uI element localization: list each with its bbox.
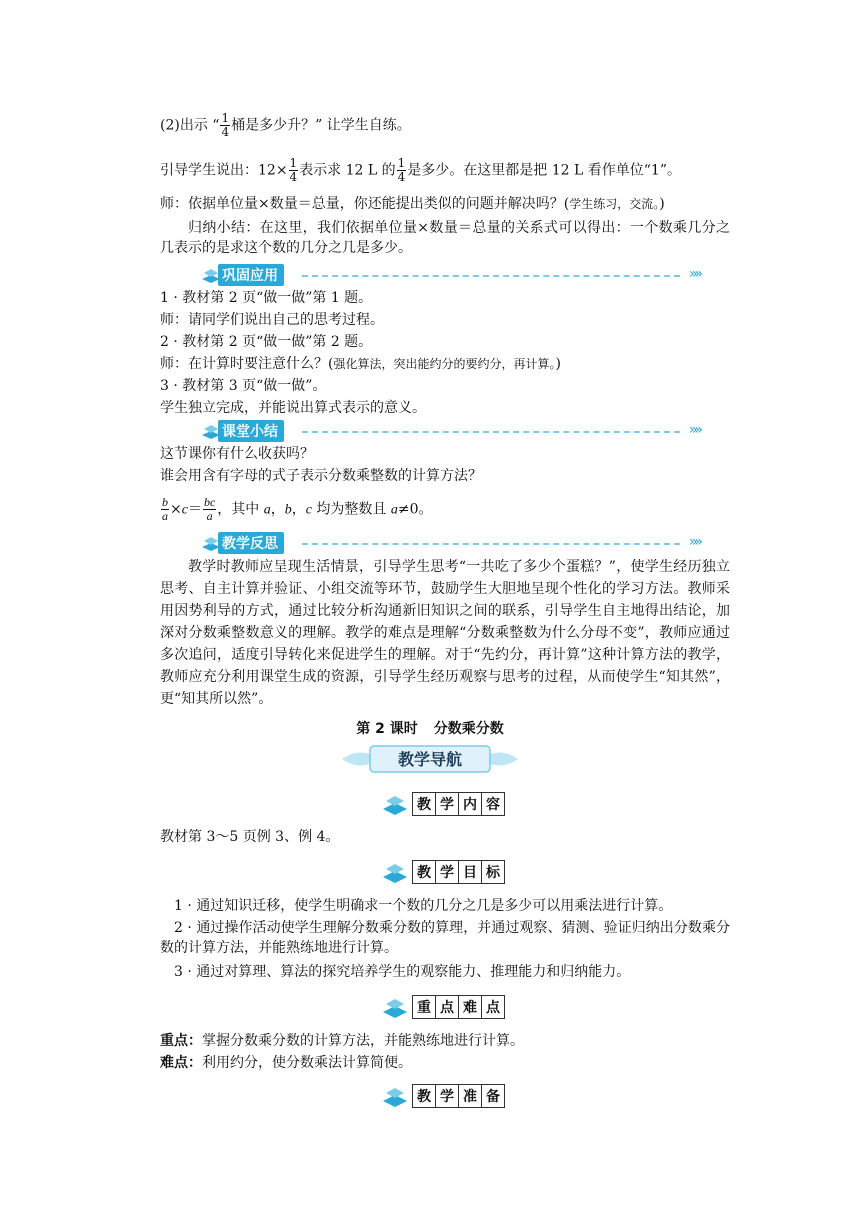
section-title: 巩固应用: [218, 264, 284, 286]
box-char: 容: [482, 793, 504, 815]
practice-2: 师：请同学们说出自己的思考过程。: [160, 312, 384, 328]
denominator: a: [162, 509, 168, 523]
dashed-divider: [302, 275, 680, 277]
box-header-keys: [380, 993, 505, 1021]
text: 掌握分数乘分数的计算方法，并能熟练地进行计算。: [202, 1033, 524, 1049]
text: ，其中: [217, 501, 264, 518]
lesson-name: 分数乘分数: [433, 721, 504, 737]
section-title: 课堂小结: [218, 420, 284, 442]
text: ＝: [187, 501, 202, 518]
section-badge: [200, 264, 284, 286]
section-title: 教学反思: [218, 532, 284, 554]
section-badge: [200, 420, 284, 442]
dashed-divider: [302, 543, 680, 545]
text: ×: [170, 501, 182, 518]
box-cells: [412, 1084, 505, 1108]
text: ): [555, 356, 561, 372]
fraction: [203, 496, 216, 523]
goal-3: 3 · 通过对算理、算法的探究培养学生的观察能力、推理能力和归纳能力。: [174, 964, 631, 980]
text: 表示求 12 L 的: [299, 162, 396, 179]
box-char: 点: [482, 996, 504, 1018]
goal-1: 1 · 通过知识迁移，使学生明确求一个数的几分之几是多少可以用乘法进行计算。: [174, 898, 673, 914]
section-badge: [200, 532, 284, 554]
practice-1: 1 · 教材第 2 页“做一做”第 1 题。: [160, 290, 373, 306]
box-char: 内: [459, 793, 482, 815]
numerator: b: [162, 495, 168, 509]
double-arrow-icon: »»: [688, 422, 700, 438]
difficult-point: [160, 1053, 730, 1073]
text: 师：在计算时要注意什么？(: [160, 356, 334, 372]
box-cells: [412, 860, 505, 884]
section-header-practice: [200, 264, 700, 286]
box-cells: [412, 995, 505, 1019]
box-char: 点: [436, 996, 459, 1018]
practice-3: 2 · 教材第 2 页“做一做”第 2 题。: [160, 334, 373, 350]
paragraph-summary: 归纳小结：在这里，我们依据单位量×数量＝总量的关系式可以得出：一个数乘几分之几表示的是求这个数的几分之几是多少。: [160, 220, 730, 256]
box-header-goals: [380, 858, 505, 886]
text: c: [181, 502, 188, 518]
box-char: 目: [459, 861, 482, 883]
banner-title: 教学导航: [397, 750, 463, 769]
line-teacher-question: [160, 194, 730, 214]
text: 是多少。在这里都是把 12 L 看作单位“1”。: [407, 162, 681, 179]
denominator: a: [206, 509, 213, 523]
goal-2: 2 · 通过操作活动使学生理解分数乘分数的算理，并通过观察、猜测、验证归纳出分数乘分数的计算方法，并能熟练地进行计算。: [160, 920, 730, 956]
line-example-2: [160, 112, 730, 139]
box-header-content: [380, 790, 505, 818]
lesson-title: [0, 718, 860, 738]
text: ): [659, 196, 665, 212]
key-label: 重点：: [160, 1033, 202, 1049]
practice-5: 3 · 教材第 3 页“做一做”。: [160, 378, 327, 394]
dashed-divider: [302, 431, 680, 433]
text: 均为整数且: [311, 501, 391, 518]
note: 强化算法，突出能约分的要约分，再计算。: [333, 357, 556, 371]
reflection-paragraph: 教学时教师应呈现生活情景，引导学生思考“一共吃了多少个蛋糕？”，使学生经历独立思考、自主计算并验证、小组交流等环节，鼓励学生大胆地呈现个性化的学习方法。教师采用因势利导的方式，通过比较分析沟通新旧知识之间的联系，引导学生自主地得出结论，加深对分数乘整数意义的理解。教学的难点是理解“分数乘整数为什么分母不变”，教师应通过多次追问，适度引导转化来促进学生的理解。对于“先约分，再计算”这种计算方法的教学，教师应充分利用课堂生成的资源，引导学生经历观察与思考的过程，从而使学生“知其然”，更“知其所以然”。: [160, 559, 730, 707]
practice-4: [160, 354, 730, 374]
text: 师：依据单位量×数量＝总量，你还能提出类似的问题并解决吗？(: [160, 196, 570, 212]
box-char: 学: [436, 861, 459, 883]
box-char: 学: [436, 793, 459, 815]
denominator: 4: [397, 170, 406, 184]
lesson-number: 第 2 课时: [356, 721, 418, 737]
text: ，: [270, 501, 285, 518]
summary-q1: 这节课你有什么收获吗？: [160, 446, 314, 462]
denominator: 4: [221, 125, 230, 139]
section-header-reflection: [200, 532, 700, 554]
box-char: 备: [482, 1085, 504, 1107]
box-char: 学: [436, 1085, 459, 1107]
text: (2)出示 “: [160, 117, 220, 134]
denominator: 4: [289, 170, 298, 184]
summary-formula: [160, 496, 730, 524]
numerator: 1: [289, 156, 298, 170]
section-header-summary: [200, 420, 700, 442]
text: 引导学生说出：12×: [160, 162, 288, 179]
difficulty-label: 难点：: [160, 1055, 202, 1071]
text: a: [263, 502, 271, 518]
text: b: [284, 502, 292, 518]
teaching-guide-banner: [340, 742, 520, 776]
numerator: bc: [203, 495, 216, 509]
box-char: 教: [413, 1085, 436, 1107]
fraction: [220, 112, 230, 139]
text: 利用约分，使分数乘法计算简便。: [202, 1055, 412, 1071]
summary-q2: 谁会用含有字母的式子表示分数乘整数的计算方法？: [160, 468, 482, 484]
double-arrow-icon: »»: [688, 266, 700, 282]
key-point: [160, 1031, 730, 1051]
book-icon: [380, 791, 410, 817]
note: 学生练习，交流。: [569, 197, 660, 211]
double-arrow-icon: »»: [688, 534, 700, 550]
box-char: 难: [459, 996, 482, 1018]
fraction: [397, 157, 407, 184]
box-cells: [412, 792, 505, 816]
practice-6: 学生独立完成，并能说出算式表示的意义。: [160, 400, 426, 416]
numerator: 1: [397, 156, 406, 170]
book-icon: [380, 859, 410, 885]
fraction: [289, 157, 299, 184]
box-header-prep: [380, 1082, 505, 1110]
numerator: 1: [221, 111, 230, 125]
box-char: 标: [482, 861, 504, 883]
box-char: 重: [413, 996, 436, 1018]
line-guide: [160, 157, 730, 184]
text: ，: [291, 501, 306, 518]
box-char: 准: [459, 1085, 482, 1107]
text: ≠0。: [397, 501, 433, 518]
box-char: 教: [413, 861, 436, 883]
fraction: [161, 496, 169, 523]
text: 桶是多少升？” 让学生自练。: [231, 117, 411, 134]
book-icon: [380, 1083, 410, 1109]
text: a: [390, 502, 398, 518]
book-icon: [380, 994, 410, 1020]
content-text: 教材第 3～5 页例 3、例 4。: [160, 829, 340, 845]
box-char: 教: [413, 793, 436, 815]
text: c: [305, 502, 312, 518]
